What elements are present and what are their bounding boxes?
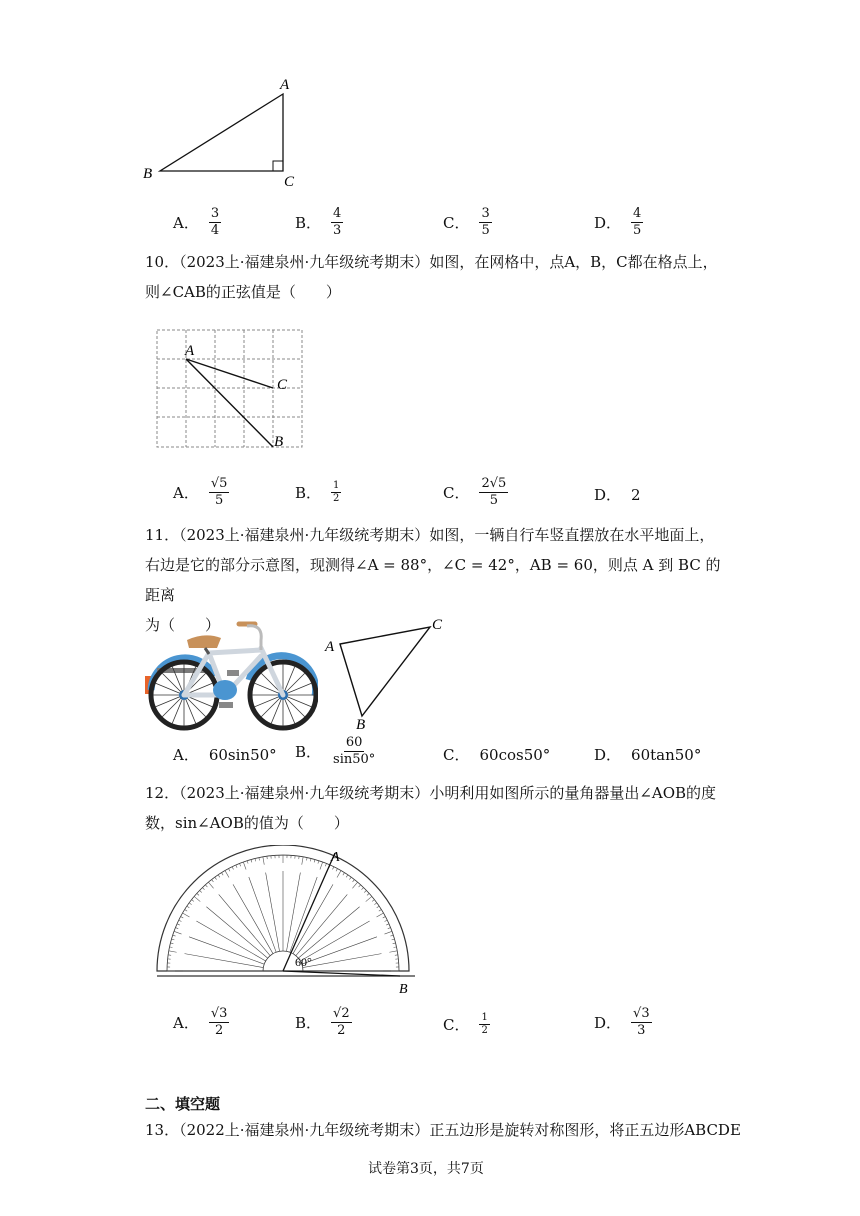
protractor-tick [197,893,199,895]
protractor-ray [286,873,300,952]
q13-number: 13． [145,1121,180,1139]
protractor-tick [377,906,379,908]
protractor-tick [215,877,217,879]
q12-number: 12． [145,784,180,802]
q12-option-a[interactable]: A． $\frac{√3}{2}$ [173,1006,228,1038]
protractor-tick [383,917,386,918]
protractor-tick [374,903,376,905]
q12-question [145,778,725,838]
protractor-tick [386,924,389,925]
protractor-tick [364,890,366,892]
protractor-tick [243,862,246,870]
protractor-tick [179,920,182,921]
protractor-tick [336,869,337,872]
q9-option-c[interactable]: C． $\frac{3}{5}$ [443,206,490,238]
protractor-tick [388,928,391,929]
protractor-ray [293,884,333,953]
protractor-tick [393,943,396,944]
protractor-tick [390,935,393,936]
q11-number: 11． [145,526,180,544]
protractor-tick [247,861,248,864]
protractor-tick [306,858,307,861]
protractor-tick [314,859,315,862]
protractor-tick [377,913,384,917]
q10-question [145,247,725,307]
protractor-tick [222,873,224,876]
protractor-tick [302,857,303,865]
protractor-ray [233,884,273,953]
q9-label-A: A [280,77,290,93]
protractor-tick [255,858,256,861]
protractor-ray [290,877,317,952]
protractor-tick [175,928,178,929]
q13-text-1: 正五边形是旋转对称图形，将正五边形ABCDE [429,1121,741,1139]
protractor-ray [303,954,382,968]
protractor-tick [208,882,213,888]
protractor-tick [174,931,182,934]
protractor-tick [310,858,311,861]
protractor-tick [385,920,388,921]
protractor-tick [337,871,341,878]
protractor-tick [379,910,382,912]
q11-option-d[interactable]: D． 60tan50° [594,745,702,764]
protractor-tick [353,880,355,882]
protractor-ray [249,877,276,952]
protractor-ray [206,907,267,958]
q12-angle-label: 60° [295,955,312,969]
q10-text-2: 则∠CAB的正弦值是（ ） [145,283,341,301]
q11-source: （2023上·福建泉州·九年级统考期末） [179,526,430,544]
q10-text-1: 如图，在网格中，点A，B，C都在格点上， [429,253,718,271]
q11-triangle-figure [320,615,450,730]
q12-option-b[interactable]: B． $\frac{√2}{2}$ [295,1006,350,1038]
protractor-tick [333,867,334,870]
protractor-tick [349,877,351,879]
protractor-tick [173,935,176,936]
protractor-ray [219,894,270,955]
q10-option-b[interactable]: B． $\frac{1}{2}$ [295,480,340,504]
q12-option-d[interactable]: D． $\frac{√3}{3}$ [594,1006,650,1038]
protractor-tick [366,896,372,901]
protractor-ray [196,921,265,961]
protractor-figure [145,845,420,995]
q10-number: 10． [145,253,180,271]
protractor-tick [202,888,204,890]
protractor-tick [232,867,233,870]
page-footer: 试卷第3页，共7页 [368,1161,484,1177]
protractor-tick [212,880,214,882]
q9-label-B: B [143,166,153,182]
protractor-tick [205,885,207,887]
protractor-tick [218,875,220,877]
protractor-ray [189,937,264,964]
protractor-tick [169,951,177,952]
q13-question [145,1115,745,1145]
protractor-tick [171,939,174,940]
q10-option-d[interactable]: D． 2 [594,485,641,504]
protractor-tick [263,857,264,865]
protractor-tick [259,858,260,861]
protractor-tick [183,913,190,917]
section-title-fill-in: 二、填空题 [145,1095,221,1113]
protractor-tick [394,947,397,948]
q9-option-a[interactable]: A． $\frac{3}{4}$ [173,206,220,238]
q11-option-b[interactable]: B． $\frac{60}{\sin 50^\circ}$ [295,735,376,767]
q12-label-A: A [331,850,340,865]
protractor-ray [302,937,377,964]
q9-option-b[interactable]: B． $\frac{4}{3}$ [295,206,342,238]
q10-option-a[interactable]: A． $\frac{√5}{5}$ [173,476,228,508]
protractor-tick [343,873,345,876]
q11-text-1: 如图，一辆自行车竖直摆放在水平地面上， [429,526,715,544]
protractor-tick [185,910,188,912]
q12-text-1: 小明利用如图所示的量角器量出∠AOB的度 [429,784,717,802]
q11-option-a[interactable]: A． 60sin50° [173,745,277,764]
q12-source: （2023上·福建泉州·九年级统考期末） [179,784,430,802]
bicycle-image [143,618,318,733]
q10-label-C: C [277,377,288,393]
protractor-tick [367,893,369,895]
protractor-tick [240,863,241,866]
protractor-tick [229,869,230,872]
q9-label-C: C [284,174,295,190]
q10-grid-figure [150,325,310,455]
q10-source: （2023上·福建泉州·九年级统考期末） [179,253,430,271]
protractor-ray [266,873,280,952]
protractor-tick [318,861,319,864]
protractor-tick [361,888,363,890]
q12-label-B: B [399,982,408,995]
q11-label-C: C [432,617,443,633]
protractor-tick [170,947,173,948]
protractor-tick [189,903,191,905]
q9-triangle-figure [140,70,310,195]
protractor-tick [384,931,392,934]
protractor-tick [389,951,397,952]
protractor-tick [359,885,361,887]
q11-label-A: A [325,639,335,655]
protractor-tick [320,862,323,870]
protractor-tick [251,859,252,862]
q10-option-c[interactable]: C． $\frac{2√5}{5}$ [443,476,507,508]
q11-option-c[interactable]: C． 60cos50° [443,745,551,764]
q12-text-2: 数，sin∠AOB的值为（ ） [145,814,349,832]
protractor-tick [181,917,184,918]
protractor-tick [177,924,180,925]
q11-text-3: 为（ ） [145,616,221,634]
q10-label-A: A [185,343,195,359]
protractor-tick [200,890,202,892]
protractor-tick [346,875,348,877]
q11-label-B: B [356,717,366,730]
protractor-tick [372,900,374,902]
protractor-tick [325,863,326,866]
q9-option-d[interactable]: D． $\frac{4}{5}$ [594,206,642,238]
protractor-tick [236,865,237,868]
protractor-tick [225,871,229,878]
protractor-tick [192,900,194,902]
protractor-ray [185,954,264,968]
protractor-tick [187,906,189,908]
q13-source: （2022上·福建泉州·九年级统考期末） [179,1121,430,1139]
protractor-tick [392,939,395,940]
protractor-tick [194,896,200,901]
q10-label-B: B [274,434,284,450]
protractor-tick [170,943,173,944]
q11-text-2: 右边是它的部分示意图，现测得∠A = 88°，∠C = 42°，AB = 60，则点 A 到 BC 的距离 [145,556,721,604]
q12-option-c[interactable]: C． $\frac{1}{2}$ [443,1012,488,1036]
protractor-tick [352,882,357,888]
